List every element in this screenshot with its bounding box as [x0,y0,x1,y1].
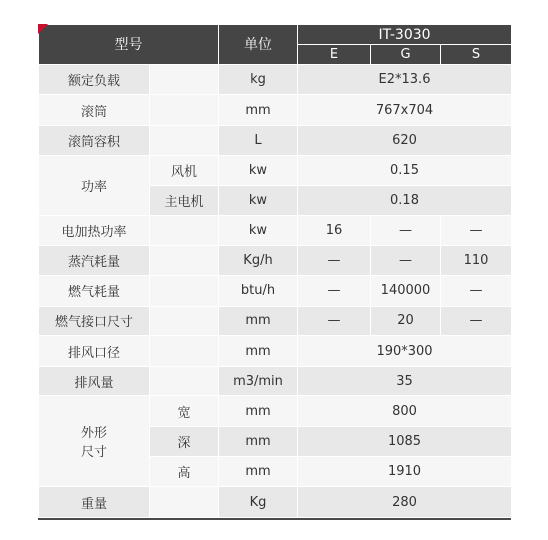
table-row [39,306,512,336]
row-unit: mm [219,456,298,487]
row-label: 排风口径 [39,336,150,367]
row-unit: Kg [219,487,298,518]
row-unit: mm [219,306,298,336]
row-sublabel: 高 [150,456,219,487]
row-label: 燃气接口尺寸 [39,306,150,336]
row-sublabel: 风机 [150,155,219,186]
row-label: 额定负载 [39,64,150,95]
row-label: 滚筒容积 [39,126,150,156]
row-value: E2*13.6 [298,64,512,95]
row-value: 1910 [298,456,512,487]
row-value-g: 140000 [371,276,441,307]
row-value: 280 [298,487,512,518]
table-row [39,336,512,367]
row-value: 1085 [298,427,512,457]
row-unit: kw [219,186,298,216]
row-label: 电加热功率 [39,215,150,246]
row-value-s: — [441,215,512,246]
row-value: 620 [298,126,512,156]
corner-accent [38,24,48,34]
row-value: 190*300 [298,336,512,367]
row-value-e: 16 [298,215,371,246]
table-row [39,95,512,126]
row-value: 0.18 [298,186,512,216]
row-unit: Kg/h [219,246,298,276]
table-bottom-rule [38,518,511,520]
row-sublabel: 主电机 [150,186,219,216]
row-label-line2: 尺寸 [80,445,107,461]
row-label: 功率 [39,155,150,215]
row-value: 800 [298,396,512,427]
row-value-e: — [298,306,371,336]
row-label: 重量 [39,487,150,518]
header-row [39,25,512,45]
row-unit: kw [219,155,298,186]
row-value: 767x704 [298,95,512,126]
row-unit: m3/min [219,366,298,396]
table-row [39,366,512,396]
row-unit: mm [219,427,298,457]
row-value: 0.15 [298,155,512,186]
header-product: IT-3030 [298,25,512,45]
row-unit: mm [219,336,298,367]
row-unit: kg [219,64,298,95]
row-value-s: — [441,306,512,336]
row-sublabel: 宽 [150,396,219,427]
row-unit: kw [219,215,298,246]
row-label: 排风量 [39,366,150,396]
variant-g: G [371,45,441,64]
row-value-g: — [371,246,441,276]
row-unit: L [219,126,298,156]
variant-e: E [298,45,371,64]
row-unit: mm [219,396,298,427]
row-unit: mm [219,95,298,126]
row-unit: btu/h [219,276,298,307]
table-row [39,396,512,427]
row-label: 蒸汽耗量 [39,246,150,276]
row-value-e: — [298,276,371,307]
variant-s: S [441,45,512,64]
row-value-s: 110 [441,246,512,276]
table-row [39,246,512,276]
header-model: 型号 [39,25,219,65]
row-value-s: — [441,276,512,307]
table-row [39,215,512,246]
row-label: 燃气耗量 [39,276,150,307]
row-label-line1: 外形 [80,426,107,442]
table-row [39,276,512,307]
row-value-g: — [371,215,441,246]
table-row [39,487,512,518]
table-row [39,155,512,186]
spec-table [38,24,512,518]
header-unit: 单位 [219,25,298,65]
row-sublabel: 深 [150,427,219,457]
table-row [39,126,512,156]
row-label: 滚筒 [39,95,150,126]
row-label [39,396,150,487]
row-value: 35 [298,366,512,396]
row-value-e: — [298,246,371,276]
row-value-g: 20 [371,306,441,336]
table-row [39,64,512,95]
